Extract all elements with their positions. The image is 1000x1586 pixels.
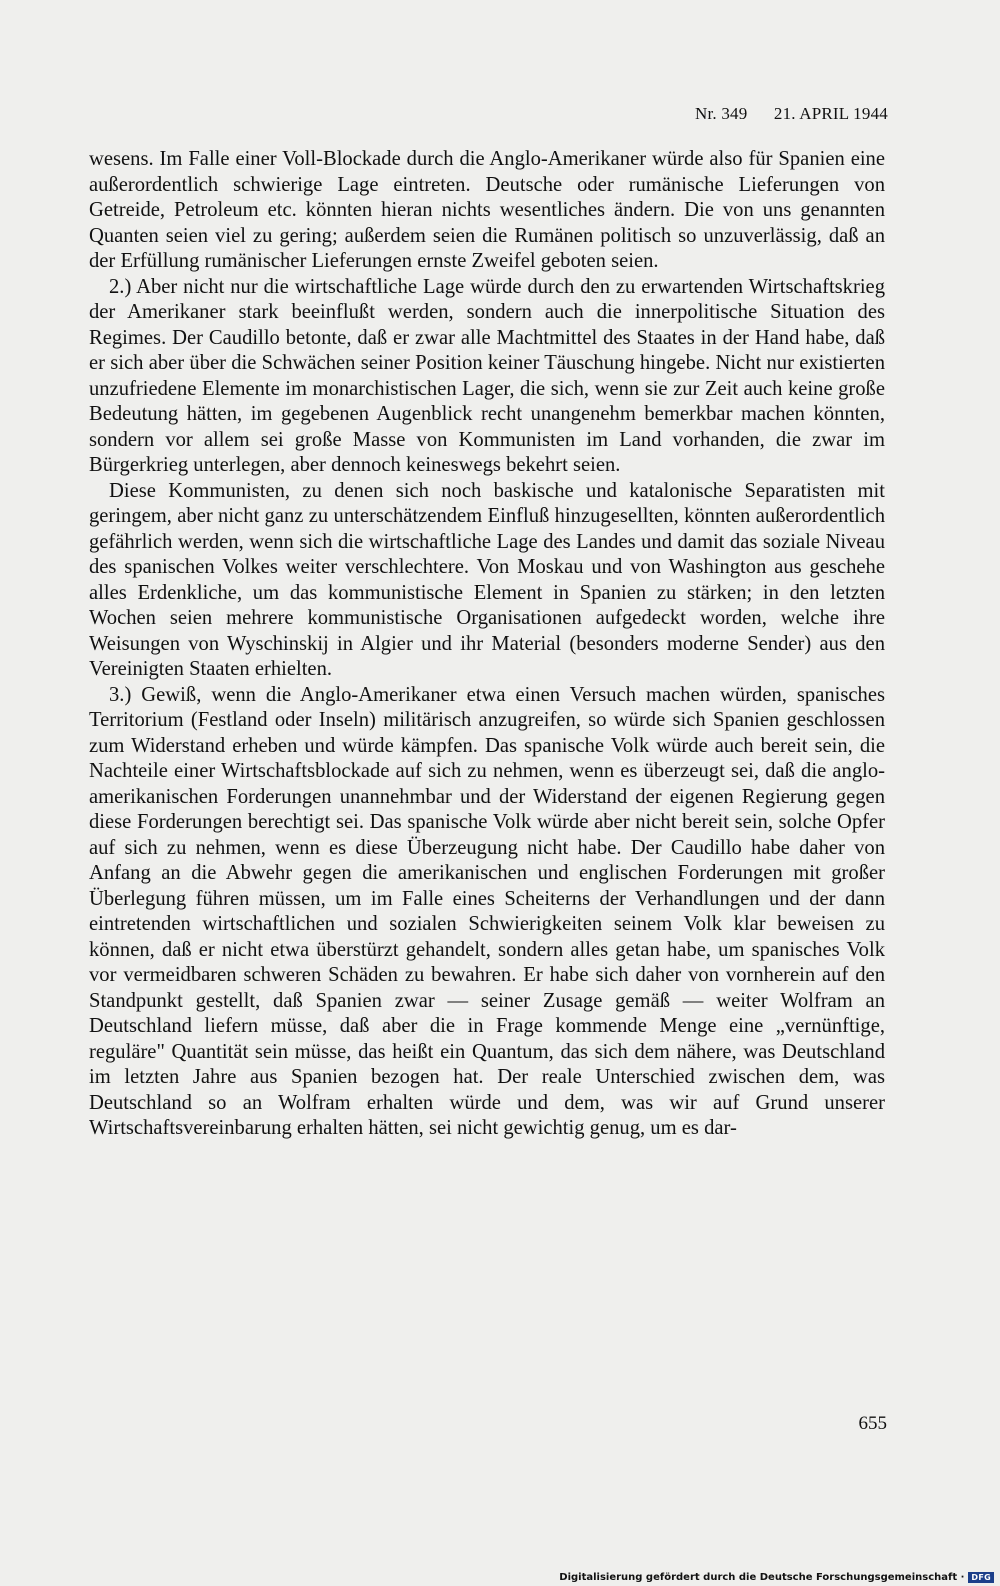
dfg-logo: DFG <box>968 1572 994 1583</box>
paragraph-point-2: 2.) Aber nicht nur die wirtschaftliche Lage würde durch den zu erwartenden Wirtschaftskrieg der Amerikaner stark beeinflußt werden, sondern auch die innerpolitische Situation des Regimes. Der Caudillo betonte, daß er zwar alle Machtmittel des Staates in der Hand habe, daß er sich aber über die Schwächen seiner Position keiner Täuschung hingebe. Nicht nur existierten unzufriedene Elemente im monarchistischen Lager, die sich, wenn sie zur Zeit auch keine große Bedeutung hätten, im gegebenen Augenblick recht unangenehm bemerkbar machen könnten, sondern vor allem sei große Masse von Kommunisten im Land vorhanden, die zwar im Bürgerkrieg unterlegen, aber dennoch keineswegs bekehrt seien. <box>89 275 885 476</box>
footer-text: Digitalisierung gefördert durch die Deutsche Forschungsgemeinschaft · <box>559 1572 965 1583</box>
page-number: 655 <box>858 1413 887 1434</box>
digitization-footer <box>559 1572 994 1583</box>
paragraph-point-3: 3.) Gewiß, wenn die Anglo-Amerikaner etwa einen Versuch machen würden, spanisches Territorium (Festland oder Inseln) militärisch anzugreifen, so würde sich Spanien geschlossen zum Widerstand erheben und würde kämpfen. Das spanische Volk würde auch bereit sein, die Nachteile einer Wirtschaftsblockade auf sich zu nehmen, wenn es überzeugt sei, daß die anglo-amerikanischen Forderungen unannehmbar und der Widerstand der eigenen Regierung gegen diese Forderungen berechtigt sei. Das spanische Volk würde aber nicht bereit sein, solche Opfer auf sich zu nehmen, wenn es diese Überzeugung nicht habe. Der Caudillo habe daher von Anfang an die Abwehr gegen die amerikanischen und englischen Forderungen mit großer Überlegung führen müssen, um im Falle eines Scheiterns der Verhandlungen und der dann eintretenden wirtschaftlichen und sozialen Schwierigkeiten seinem Volk klar beweisen zu können, daß er nicht etwa überstürzt gehandelt, sondern alles getan habe, um spanisches Volk vor vermeidbaren schweren Schäden zu bewahren. Er habe sich daher von vornherein auf den Standpunkt gestellt, daß Spanien zwar — seiner Zusage gemäß — weiter Wolfram an Deutschland liefern müsse, daß aber die in Frage kommende Menge eine „vernünftige, reguläre" Quantität sein müsse, das heißt ein Quantum, das sich dem nähere, was Deutschland im letzten Jahre aus Spanien bezogen hat. Der reale Unterschied zwischen dem, was Deutschland so an Wolfram erhalten würde und dem, was wir auf Grund unserer Wirtschaftsvereinbarung erhalten hätten, sei nicht gewichtig genug, um es dar- <box>89 683 885 1139</box>
paragraph-continuation: wesens. Im Falle einer Voll-Blockade durch die Anglo-Amerikaner würde also für Spanien eine außerordentlich schwierige Lage eintreten. Deutsche oder rumänische Lieferungen von Getreide, Petroleum etc. könnten hieran nichts wesentliches ändern. Die von uns genannten Quanten seien viel zu gering; außerdem seien die Rumänen politisch so unzuverlässig, daß an der Erfüllung rumänischer Lieferungen ernste Zweifel geboten seien. <box>89 148 885 272</box>
body-text <box>89 147 885 1142</box>
document-number: Nr. 349 <box>695 104 748 123</box>
document-date: 21. APRIL 1944 <box>773 104 888 123</box>
page-header <box>695 104 888 124</box>
paragraph-communists: Diese Kommunisten, zu denen sich noch baskische und katalonische Separatisten mit geringem, aber nicht ganz zu unterschätzendem Einfluß hinzugesellten, könnten außerordentlich gefährlich werden, wenn sich die wirtschaftliche Lage des Landes und damit das soziale Niveau des spanischen Volkes weiter verschlechtere. Von Moskau und von Washington aus geschehe alles Erdenkliche, um das kommunistische Element in Spanien zu stärken; in den letzten Wochen seien mehrere kommunistische Organisationen aufgedeckt worden, welche ihre Weisungen von Wyschinskij in Algier und ihr Material (besonders moderne Sender) aus den Vereinigten Staaten erhielten. <box>89 479 885 680</box>
